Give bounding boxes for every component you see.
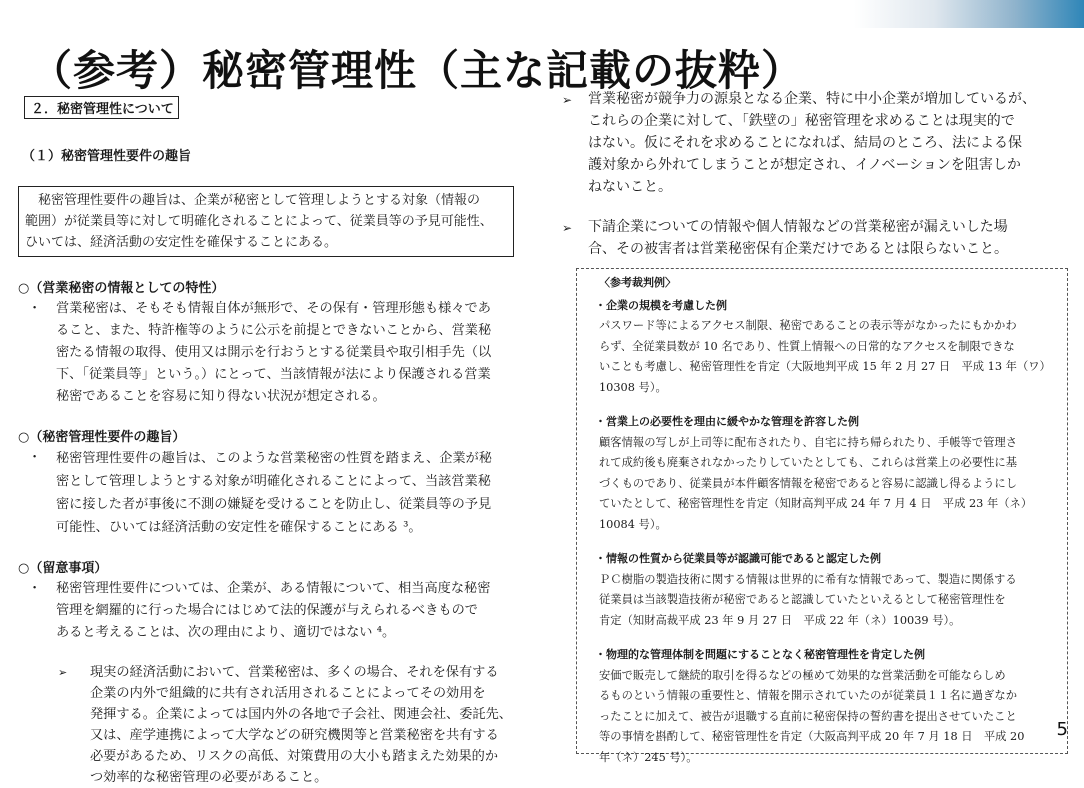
block-paragraph: [18, 298, 538, 408]
case-heading: ・企業の規模を考慮した例: [595, 298, 727, 312]
case-line: 肯定（知財高裁平成 23 年 9 月 27 日 平成 22 年（ネ）10039 号）。: [599, 613, 961, 627]
bullet-mark: ・: [28, 301, 42, 316]
paragraph-line: 又は、産学連携によって大学などの研究機関等と営業秘密を共有する: [90, 728, 499, 743]
paragraph-line: これらの企業に対して、「鉄壁の」秘密管理を求めることは現実的で: [588, 113, 1015, 129]
case-box-title: 〈参考裁判例〉: [599, 276, 676, 289]
case-line: ったことに加えて、被告が退職する直前に秘密保持の誓約書を提出させていたこと: [599, 709, 1017, 723]
left-column: [18, 96, 538, 788]
arrow-bullet-icon: ➢: [58, 666, 68, 679]
case-line: 10084 号）。: [599, 517, 667, 531]
block-heading-characteristics: ○（営業秘密の情報としての特性）: [18, 281, 225, 296]
block-heading-notes: ○（留意事項）: [18, 561, 108, 576]
paragraph-line: 可能性、ひいては経済活動の安定性を確保することにある ³。: [56, 520, 422, 535]
summary-line: 範囲）が従業員等に対して明確化されることによって、従業員等の予見可能性、: [25, 214, 493, 229]
arrow-item: [562, 216, 1070, 260]
case-heading: ・物理的な管理体制を問題にすることなく秘密管理性を肯定した例: [595, 648, 925, 661]
paragraph-line: 護対象から外れてしまうことが想定され、イノベーションを阻害しか: [588, 157, 1021, 173]
paragraph-line: 必要があるため、リスクの高低、対策費用の大小も踏まえた効果的か: [90, 749, 499, 764]
paragraph-line: 管理を網羅的に行った場合にはじめて法的保護が与えられるべきもので: [56, 603, 478, 618]
right-column: [562, 88, 1070, 764]
paragraph-line: 現実の経済活動において、営業秘密は、多くの場合、それを保有する: [90, 665, 499, 680]
case-line: 年（ネ）245 号）。: [599, 750, 698, 764]
paragraph-line: 下請企業についての情報や個人情報などの営業秘密が漏えいした場: [588, 219, 1008, 235]
paragraph-line: ること、また、特許権等のように公示を前提とできないことから、営業秘: [56, 323, 492, 338]
case-heading: ・営業上の必要性を理由に緩やかな管理を許容した例: [595, 415, 859, 428]
paragraph-line: ねないこと。: [588, 179, 672, 195]
page-title: （参考）秘密管理性（主な記載の抜粋）: [30, 46, 805, 95]
header-accent-bar: [854, 0, 1084, 28]
case-line: るものという情報の重要性と、情報を開示されていたのが従業員１１名に過ぎなか: [599, 689, 1017, 702]
arrow-item: [562, 88, 1070, 198]
case-line: ていたとして、秘密管理性を肯定（知財高判平成 24 年 7 月 4 日 平成 23 年（ネ）: [599, 497, 1033, 510]
block-heading-purpose: ○（秘密管理性要件の趣旨）: [18, 430, 186, 445]
summary-line: ひいては、経済活動の安定性を確保することにある。: [25, 235, 338, 250]
paragraph-line: 営業秘密は、そもそも情報自体が無形で、その保有・管理形態も様々であ: [56, 301, 491, 316]
paragraph-line: 秘密管理性要件の趣旨は、このような営業秘密の性質を踏まえ、企業が秘: [56, 451, 492, 466]
case-line: いことも考慮し、秘密管理性を肯定（大阪地判平成 15 年 2 月 27 日 平成 13 年（ワ）: [599, 360, 1051, 373]
paragraph-line: 密たる情報の取得、使用又は開示を行おうとする従業員や取引相手先（以: [56, 345, 492, 360]
subheading: （１）秘密管理性要件の趣旨: [22, 149, 192, 164]
paragraph-line: 合、その被害者は営業秘密保有企業だけであるとは限らないこと。: [588, 241, 1008, 257]
case-heading: ・情報の性質から従業員等が認識可能であると認定した例: [595, 552, 881, 565]
case-law-box: [576, 268, 1068, 764]
section-header: ２．秘密管理性について: [24, 96, 179, 119]
block-paragraph: [18, 447, 538, 539]
paragraph-line: はない。仮にそれを求めることになれば、結局のところ、法による保: [588, 135, 1022, 151]
page-number: 5: [1056, 719, 1068, 740]
paragraph-line: 営業秘密が競争力の源泉となる企業、特に中小企業が増加しているが、: [588, 91, 1036, 107]
case-line: ＰＣ樹脂の製造技術に関する情報は世界的に希有な情報であって、製造に関係する: [599, 572, 1017, 586]
bullet-mark: ・: [28, 450, 42, 465]
block-paragraph: [18, 578, 538, 644]
arrow-item: [18, 662, 538, 788]
arrow-bullet-icon: ➢: [562, 221, 573, 235]
paragraph-line: 秘密であることを容易に知り得ない状況が想定される。: [56, 389, 386, 404]
case-line: 顧客情報の写しが上司等に配布されたり、自宅に持ち帰られたり、手帳等で管理さ: [599, 435, 1017, 449]
arrow-bullet-icon: ➢: [562, 93, 573, 107]
case-line: らず、全従業員数が 10 名であり、性質上情報への日常的なアクセスを制限できな: [599, 339, 1015, 353]
summary-line: 秘密管理性要件の趣旨は、企業が秘密として管理しようとする対象（情報の: [38, 193, 481, 208]
case-line: 従業員は当該製造技術が秘密であると認識していたといえるとして秘密管理性を: [599, 593, 1006, 606]
summary-box: [18, 186, 514, 257]
paragraph-line: 秘密管理性要件については、企業が、ある情報について、相当高度な秘密: [56, 581, 491, 596]
paragraph-line: つ効率的な秘密管理の必要があること。: [90, 770, 328, 785]
paragraph-line: あると考えることは、次の理由により、適切ではない ⁴。: [56, 625, 396, 640]
case-line: 安価で販売して継続的取引を得るなどの極めて効果的な営業活動を可能ならしめ: [599, 668, 1006, 682]
paragraph-line: 下、「従業員等」という。）にとって、当該情報が法により保護される営業: [56, 367, 491, 382]
paragraph-line: 企業の内外で組織的に共有され活用されることによってその効用を: [90, 686, 486, 701]
case-line: 等の事情を斟酌して、秘密管理性を肯定（大阪高判平成 20 年 7 月 18 日 平成 20: [599, 730, 1025, 743]
bullet-mark: ・: [28, 581, 42, 596]
paragraph-line: 密として管理しようとする対象が明確化されることによって、当該営業秘: [56, 474, 491, 489]
paragraph-line: 密に接した者が事後に不測の嫌疑を受けることを防止し、従業員等の予見: [56, 497, 492, 512]
case-line: 10308 号）。: [599, 380, 667, 394]
case-line: れて成約後も廃棄されなかったりしていたとしても、これらは営業上の必要性に基: [599, 456, 1017, 469]
paragraph-line: 発揮する。企業によっては国内外の各地で子会社、関連会社、委託先、: [90, 707, 512, 722]
case-line: パスワード等によるアクセス制限、秘密であることの表示等がなかったにもかかわ: [599, 319, 1017, 332]
case-line: づくものであり、従業員が本件顧客情報を秘密であると容易に認識し得るようにし: [599, 476, 1017, 490]
